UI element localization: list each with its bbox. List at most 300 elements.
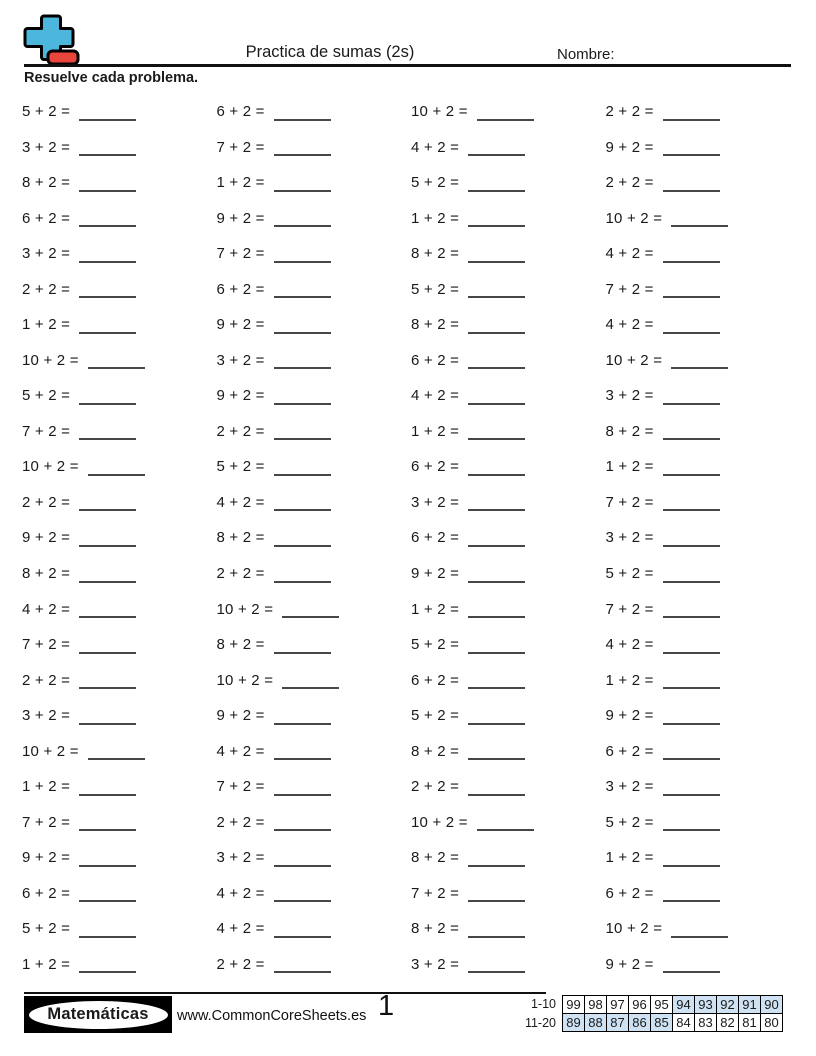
score-cell: 83 — [695, 1014, 717, 1032]
header-rule — [24, 64, 791, 67]
problem-text: 3 + 2 = — [216, 351, 265, 369]
answer-blank[interactable] — [468, 971, 525, 973]
problem-text: 4 + 2 = — [411, 138, 460, 156]
problem-text: 3 + 2 = — [605, 778, 654, 796]
problem-text: 2 + 2 = — [216, 813, 265, 831]
problem-text: 3 + 2 = — [22, 138, 71, 156]
answer-blank[interactable] — [468, 758, 525, 760]
problem — [606, 591, 797, 627]
problem-text: 9 + 2 = — [605, 138, 654, 156]
answer-blank[interactable] — [79, 723, 136, 725]
problem — [217, 236, 408, 272]
problem-text: 2 + 2 = — [411, 778, 460, 796]
answer-blank[interactable] — [274, 190, 331, 192]
answer-blank[interactable] — [274, 545, 331, 547]
problem — [217, 520, 408, 556]
problem-text: 2 + 2 = — [605, 174, 654, 192]
answer-blank[interactable] — [79, 616, 136, 618]
problem — [217, 201, 408, 237]
problem — [411, 698, 602, 734]
problem — [411, 94, 602, 130]
answer-blank[interactable] — [79, 900, 136, 902]
answer-blank[interactable] — [79, 119, 136, 121]
answer-blank[interactable] — [274, 438, 331, 440]
answer-blank[interactable] — [468, 723, 525, 725]
problem-text: 8 + 2 = — [411, 245, 460, 263]
answer-blank[interactable] — [468, 900, 525, 902]
problem-text: 4 + 2 = — [411, 387, 460, 405]
score-cell: 95 — [651, 996, 673, 1014]
answer-blank[interactable] — [671, 367, 728, 369]
problem-text: 3 + 2 = — [605, 387, 654, 405]
answer-blank[interactable] — [79, 403, 136, 405]
problem — [217, 165, 408, 201]
problem-text: 9 + 2 = — [216, 707, 265, 725]
score-cell: 87 — [607, 1014, 629, 1032]
answer-blank[interactable] — [79, 936, 136, 938]
score-cell: 82 — [717, 1014, 739, 1032]
problem-column-3 — [411, 94, 602, 982]
page-title: Practica de sumas (2s) — [245, 43, 415, 61]
problem — [22, 556, 213, 592]
problem — [22, 840, 213, 876]
problem-text: 6 + 2 = — [411, 351, 460, 369]
answer-blank[interactable] — [274, 652, 331, 654]
problem-text: 4 + 2 = — [216, 742, 265, 760]
answer-blank[interactable] — [274, 971, 331, 973]
website-url: www.CommonCoreSheets.es — [177, 1008, 367, 1024]
answer-blank[interactable] — [274, 403, 331, 405]
problem-text: 9 + 2 = — [22, 529, 71, 547]
score-cell: 96 — [629, 996, 651, 1014]
problem-text: 7 + 2 = — [605, 600, 654, 618]
page-number: 1 — [378, 990, 395, 1022]
answer-blank[interactable] — [663, 119, 720, 121]
answer-blank[interactable] — [79, 225, 136, 227]
problem-text: 9 + 2 = — [605, 707, 654, 725]
problem — [606, 556, 797, 592]
problem — [606, 94, 797, 130]
problem — [411, 414, 602, 450]
problem-text: 6 + 2 = — [22, 209, 71, 227]
answer-blank[interactable] — [663, 900, 720, 902]
problem — [411, 733, 602, 769]
answer-blank[interactable] — [468, 154, 525, 156]
problem-text: 10 + 2 = — [216, 671, 274, 689]
answer-blank[interactable] — [468, 509, 525, 511]
problem — [22, 769, 213, 805]
problem-text: 10 + 2 = — [411, 103, 468, 121]
answer-blank[interactable] — [468, 687, 525, 689]
problem-text: 1 + 2 = — [605, 849, 654, 867]
problem — [411, 485, 602, 521]
answer-blank[interactable] — [468, 616, 525, 618]
problem — [217, 769, 408, 805]
answer-blank[interactable] — [477, 119, 534, 121]
answer-blank[interactable] — [663, 616, 720, 618]
answer-blank[interactable] — [663, 581, 720, 583]
answer-blank[interactable] — [468, 296, 525, 298]
instruction-text: Resuelve cada problema. — [24, 70, 199, 86]
problem-text: 5 + 2 = — [605, 813, 654, 831]
problem-text: 3 + 2 = — [216, 849, 265, 867]
answer-blank[interactable] — [274, 225, 331, 227]
score-row-label: 1-10 — [530, 997, 556, 1011]
score-cell: 81 — [739, 1014, 761, 1032]
score-cell: 99 — [563, 996, 585, 1014]
answer-blank[interactable] — [274, 261, 331, 263]
problem-text: 8 + 2 = — [411, 849, 460, 867]
problem — [22, 627, 213, 663]
answer-blank[interactable] — [79, 687, 136, 689]
problem — [22, 378, 213, 414]
problem-text: 8 + 2 = — [411, 316, 460, 334]
answer-blank[interactable] — [671, 225, 728, 227]
name-label: Nombre: — [557, 46, 615, 63]
answer-blank[interactable] — [663, 509, 720, 511]
problem-text: 7 + 2 = — [22, 813, 71, 831]
answer-blank[interactable] — [663, 971, 720, 973]
problem — [411, 520, 602, 556]
answer-blank[interactable] — [663, 438, 720, 440]
problem — [411, 556, 602, 592]
problem-text: 9 + 2 = — [605, 955, 654, 973]
score-row-label: 11-20 — [524, 1015, 556, 1030]
answer-blank[interactable] — [274, 119, 331, 121]
problem — [411, 343, 602, 379]
problem-column-4 — [606, 94, 797, 982]
problem — [606, 165, 797, 201]
problem — [606, 485, 797, 521]
answer-blank[interactable] — [274, 474, 331, 476]
answer-blank[interactable] — [468, 225, 525, 227]
brand-badge — [24, 996, 172, 1033]
brand-oval — [27, 999, 170, 1031]
problem-text: 2 + 2 = — [216, 565, 265, 582]
answer-blank[interactable] — [79, 581, 136, 583]
problem — [411, 875, 602, 911]
problem-text: 6 + 2 = — [22, 884, 71, 902]
answer-blank[interactable] — [663, 154, 720, 156]
problem — [22, 946, 213, 982]
answer-blank[interactable] — [468, 581, 525, 583]
problem-text: 5 + 2 = — [22, 920, 71, 938]
problem-text: 5 + 2 = — [411, 707, 460, 725]
answer-blank[interactable] — [468, 403, 525, 405]
answer-blank[interactable] — [79, 296, 136, 298]
answer-blank[interactable] — [88, 474, 145, 476]
answer-blank[interactable] — [663, 865, 720, 867]
problem — [411, 911, 602, 947]
problem-text: 9 + 2 = — [216, 209, 265, 227]
problem — [22, 307, 213, 343]
answer-blank[interactable] — [468, 865, 525, 867]
problem-text: 9 + 2 = — [22, 849, 71, 867]
answer-blank[interactable] — [663, 403, 720, 405]
problem — [606, 840, 797, 876]
answer-blank[interactable] — [663, 190, 720, 192]
problem-text: 9 + 2 = — [216, 387, 265, 405]
problem — [22, 804, 213, 840]
answer-blank[interactable] — [79, 794, 136, 796]
problem-text: 8 + 2 = — [22, 565, 71, 582]
score-cell: 89 — [563, 1014, 585, 1032]
answer-blank[interactable] — [468, 367, 525, 369]
answer-blank[interactable] — [79, 190, 136, 192]
problem — [411, 272, 602, 308]
problem — [411, 201, 602, 237]
brand-label: Matemáticas — [47, 1005, 149, 1023]
answer-blank[interactable] — [274, 509, 331, 511]
answer-blank[interactable] — [274, 900, 331, 902]
math-plus-minus-logo — [22, 13, 82, 67]
problem-text: 5 + 2 = — [22, 103, 71, 121]
problem — [411, 236, 602, 272]
problem-text: 9 + 2 = — [216, 316, 265, 334]
problem-text: 7 + 2 = — [216, 138, 265, 156]
score-table — [512, 995, 783, 1032]
answer-blank[interactable] — [274, 332, 331, 334]
score-cell: 92 — [717, 996, 739, 1014]
answer-blank[interactable] — [79, 438, 136, 440]
answer-blank[interactable] — [663, 296, 720, 298]
problem — [606, 662, 797, 698]
problem — [217, 307, 408, 343]
answer-blank[interactable] — [663, 687, 720, 689]
problem-text: 5 + 2 = — [216, 458, 265, 476]
problem — [217, 272, 408, 308]
problem-text: 10 + 2 = — [22, 458, 79, 476]
answer-blank[interactable] — [468, 936, 525, 938]
answer-blank[interactable] — [468, 652, 525, 654]
answer-blank[interactable] — [274, 794, 331, 796]
problem — [411, 449, 602, 485]
problem-text: 2 + 2 = — [22, 493, 71, 511]
answer-blank[interactable] — [468, 261, 525, 263]
problem — [217, 946, 408, 982]
problem-text: 6 + 2 = — [216, 280, 265, 298]
problem — [606, 343, 797, 379]
answer-blank[interactable] — [79, 154, 136, 156]
answer-blank[interactable] — [663, 332, 720, 334]
minus-icon — [48, 51, 78, 64]
problem-text: 8 + 2 = — [216, 529, 265, 547]
answer-blank[interactable] — [274, 723, 331, 725]
problem-text: 3 + 2 = — [411, 955, 460, 973]
problem — [217, 698, 408, 734]
problem — [217, 911, 408, 947]
problem-text: 1 + 2 = — [22, 955, 71, 973]
answer-blank[interactable] — [477, 829, 534, 831]
answer-blank[interactable] — [671, 936, 728, 938]
problem — [217, 875, 408, 911]
problem — [606, 272, 797, 308]
problem — [22, 165, 213, 201]
problem-text: 4 + 2 = — [605, 636, 654, 654]
problem-text: 10 + 2 = — [605, 209, 663, 227]
problem — [217, 130, 408, 166]
answer-blank[interactable] — [663, 794, 720, 796]
problem-text: 1 + 2 = — [605, 671, 654, 689]
answer-blank[interactable] — [274, 296, 331, 298]
problem-text: 10 + 2 = — [22, 351, 79, 369]
problem — [22, 94, 213, 130]
answer-blank[interactable] — [88, 758, 145, 760]
problem-text: 7 + 2 = — [216, 245, 265, 263]
problem-text: 6 + 2 = — [411, 529, 460, 547]
problem — [22, 911, 213, 947]
answer-blank[interactable] — [79, 261, 136, 263]
problem — [22, 272, 213, 308]
problem-text: 4 + 2 = — [216, 920, 265, 938]
problem-text: 2 + 2 = — [605, 103, 654, 121]
answer-blank[interactable] — [88, 367, 145, 369]
answer-blank[interactable] — [274, 154, 331, 156]
problem-text: 4 + 2 = — [605, 316, 654, 334]
problem-text: 1 + 2 = — [411, 209, 460, 227]
problem — [411, 662, 602, 698]
answer-blank[interactable] — [79, 865, 136, 867]
problem — [606, 627, 797, 663]
answer-blank[interactable] — [79, 829, 136, 831]
problem — [217, 840, 408, 876]
answer-blank[interactable] — [79, 971, 136, 973]
score-row-labels — [512, 995, 562, 1032]
score-cell: 84 — [673, 1014, 695, 1032]
problem — [22, 236, 213, 272]
answer-blank[interactable] — [468, 190, 525, 192]
problem — [22, 875, 213, 911]
problem-text: 10 + 2 = — [605, 920, 663, 938]
problem — [411, 840, 602, 876]
problem — [22, 414, 213, 450]
answer-blank[interactable] — [274, 581, 331, 583]
problem-text: 1 + 2 = — [22, 778, 71, 796]
score-cell: 98 — [585, 996, 607, 1014]
score-cell: 90 — [761, 996, 783, 1014]
problem-text: 5 + 2 = — [411, 280, 460, 298]
problem — [411, 946, 602, 982]
answer-blank[interactable] — [468, 545, 525, 547]
answer-blank[interactable] — [663, 652, 720, 654]
problem-text: 7 + 2 = — [411, 884, 460, 902]
problem — [606, 520, 797, 556]
problem-text: 1 + 2 = — [411, 422, 460, 440]
answer-blank[interactable] — [274, 936, 331, 938]
answer-blank[interactable] — [79, 545, 136, 547]
score-cell: 91 — [739, 996, 761, 1014]
answer-blank[interactable] — [468, 474, 525, 476]
answer-blank[interactable] — [468, 438, 525, 440]
problem-text: 6 + 2 = — [605, 742, 654, 760]
problem — [22, 449, 213, 485]
problem-text: 9 + 2 = — [411, 565, 460, 582]
problem — [217, 662, 408, 698]
problem — [606, 698, 797, 734]
problem-text: 7 + 2 = — [605, 280, 654, 298]
footer-rule — [24, 992, 546, 994]
problem — [606, 769, 797, 805]
problem — [217, 627, 408, 663]
problem — [217, 733, 408, 769]
answer-blank[interactable] — [79, 509, 136, 511]
problem-text: 7 + 2 = — [22, 636, 71, 654]
score-cell: 93 — [695, 996, 717, 1014]
problem-text: 1 + 2 = — [216, 174, 265, 192]
problem-text: 7 + 2 = — [216, 778, 265, 796]
problem — [22, 201, 213, 237]
problem-text: 10 + 2 = — [411, 813, 468, 831]
problem — [606, 875, 797, 911]
problem-text: 4 + 2 = — [605, 245, 654, 263]
answer-blank[interactable] — [663, 545, 720, 547]
answer-blank[interactable] — [79, 652, 136, 654]
problem — [411, 130, 602, 166]
answer-blank[interactable] — [663, 758, 720, 760]
problem — [22, 343, 213, 379]
problem-column-1 — [22, 94, 213, 982]
problem-text: 2 + 2 = — [216, 422, 265, 440]
problem — [22, 485, 213, 521]
problem — [217, 591, 408, 627]
problem — [606, 201, 797, 237]
problem-text: 2 + 2 = — [22, 280, 71, 298]
problem — [217, 378, 408, 414]
problem — [411, 378, 602, 414]
problem — [217, 94, 408, 130]
problem-text: 3 + 2 = — [22, 707, 71, 725]
answer-blank[interactable] — [663, 723, 720, 725]
problem-text: 5 + 2 = — [605, 565, 654, 582]
problem — [22, 520, 213, 556]
problem — [606, 130, 797, 166]
problem — [606, 804, 797, 840]
problem — [22, 662, 213, 698]
answer-blank[interactable] — [274, 829, 331, 831]
problem — [411, 307, 602, 343]
problem — [606, 911, 797, 947]
problem — [606, 236, 797, 272]
answer-blank[interactable] — [663, 474, 720, 476]
problem-text: 1 + 2 = — [22, 316, 71, 334]
answer-blank[interactable] — [282, 616, 339, 618]
answer-blank[interactable] — [274, 367, 331, 369]
problem-text: 3 + 2 = — [605, 529, 654, 547]
problem — [606, 378, 797, 414]
problem — [606, 414, 797, 450]
problem — [217, 804, 408, 840]
score-grid — [562, 995, 783, 1032]
answer-blank[interactable] — [79, 332, 136, 334]
answer-blank[interactable] — [274, 758, 331, 760]
answer-blank[interactable] — [663, 829, 720, 831]
answer-blank[interactable] — [468, 794, 525, 796]
answer-blank[interactable] — [468, 332, 525, 334]
answer-blank[interactable] — [274, 865, 331, 867]
problem-text: 7 + 2 = — [605, 493, 654, 511]
problem — [411, 591, 602, 627]
score-cell: 85 — [651, 1014, 673, 1032]
answer-blank[interactable] — [663, 261, 720, 263]
problem-text: 6 + 2 = — [216, 103, 265, 121]
problem — [217, 485, 408, 521]
score-cell: 97 — [607, 996, 629, 1014]
problem-column-2 — [217, 94, 408, 982]
score-cell: 88 — [585, 1014, 607, 1032]
problem-text: 8 + 2 = — [605, 422, 654, 440]
answer-blank[interactable] — [282, 687, 339, 689]
problem-text: 8 + 2 = — [411, 920, 460, 938]
